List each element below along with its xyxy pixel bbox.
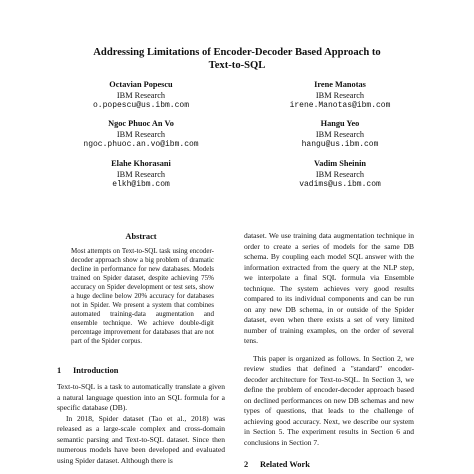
title-line-1: Addressing Limitations of Encoder-Decoder Based Approach to — [93, 47, 381, 58]
author-email: hangu@us.ibm.com — [301, 140, 379, 150]
author-affiliation: IBM Research — [116, 90, 166, 100]
section-1-heading — [57, 366, 118, 375]
right-paragraph-1: dataset. We use training data augmentation technique in order to create a series of models for the same DB schema. By coupling each model SQL answer with the information extracted from the query at the NLP step, we interpolate a final SQL formula via Ensemble technique. The system achieves very good results compared to its individual components and can be run on any new DB schema, in or outside of the Spider dataset, even when there exists a set of very limited number of training examples, on the order of several tens. — [244, 231, 414, 345]
author-name: Ngoc Phuoc An Vo — [108, 119, 174, 128]
section-2-heading — [244, 460, 310, 469]
author-email: irene.Manotas@ibm.com — [289, 101, 391, 111]
intro-paragraph-2: In 2018, Spider dataset (Tao et al., 2018) was released as a large-scale complex and cross-domain semantic parsing and Text-to-SQL dataset. Since then numerous models have been developed and evaluated using Spider dataset. Although there is — [57, 413, 225, 465]
section-title: Related Work — [260, 460, 310, 469]
author-email: ngoc.phuoc.an.vo@ibm.com — [83, 140, 199, 150]
author-name: Vadim Sheinin — [313, 159, 367, 168]
title-line-2: Text-to-SQL — [208, 60, 266, 71]
author-block-2 — [240, 80, 440, 112]
author-email: vadims@us.ibm.com — [299, 180, 381, 190]
author-affiliation: IBM Research — [315, 90, 365, 100]
section-number: 1 — [57, 366, 62, 375]
author-block-1 — [41, 80, 241, 112]
section-number: 2 — [244, 460, 249, 469]
author-block-6 — [240, 159, 440, 191]
abstract-text: Most attempts on Text-to-SQL task using encoder-decoder approach show a big problem of dramatic decline in performance for new databases. Models trained on Spider dataset, despite achieving 75% accuracy on Spider development or test sets, show a huge decline below 20% accuracy for databases not in Spider. We present a system that combines automated training-data augmentation and ensemble technique. We achieve double-digit percentage improvement for databases that are not part of the Spider corpus. — [71, 247, 214, 345]
author-block-4 — [240, 119, 440, 151]
right-column-body — [244, 231, 414, 448]
author-email: elkh@ibm.com — [112, 180, 170, 190]
author-affiliation: IBM Research — [116, 169, 166, 179]
author-affiliation: IBM Research — [315, 169, 365, 179]
author-name: Irene Manotas — [314, 80, 366, 89]
author-email: o.popescu@us.ibm.com — [92, 101, 189, 111]
abstract-heading: Abstract — [125, 232, 157, 241]
author-name: Elahe Khorasani — [111, 159, 171, 168]
right-paragraph-2: This paper is organized as follows. In Section 2, we review studies that defined a "standard" encoder-decoder architecture for Text-to-SQL. In Section 3, we define the problem of encoder-decoder approach based on declined performances on new DB schemas and new types of questions, that leads to the challenge of achieving good accuracy. Next, we describe our system in Section 5. The experiment results in Section 6 and conclusions in Section 7. — [244, 353, 414, 447]
author-block-3 — [41, 119, 241, 151]
author-name: Octavian Popescu — [109, 80, 173, 89]
author-name: Hangu Yeo — [320, 119, 360, 128]
author-affiliation: IBM Research — [116, 129, 166, 139]
author-affiliation: IBM Research — [315, 129, 365, 139]
paper-title — [40, 46, 434, 72]
intro-body — [57, 382, 225, 466]
author-block-5 — [41, 159, 241, 191]
section-title: Introduction — [73, 366, 119, 375]
intro-paragraph-1: Text-to-SQL is a task to automatically translate a given a natural language question into an SQL formula for a specific database (DB). — [57, 382, 225, 412]
